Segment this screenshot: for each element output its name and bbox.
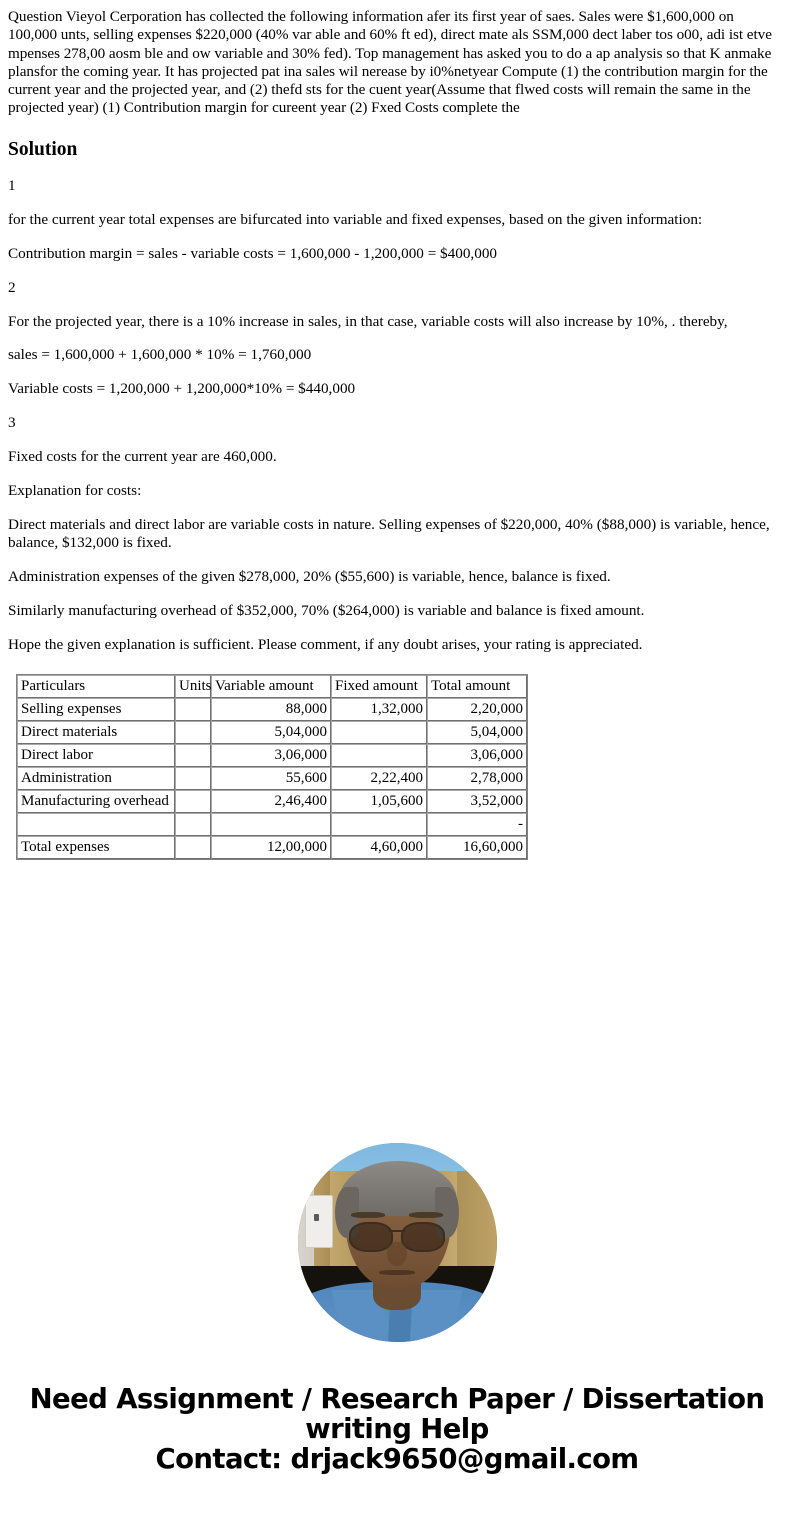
- cell-total: 3,52,000: [427, 790, 527, 813]
- cell-fixed: [331, 744, 427, 767]
- promo-footer: [8, 1384, 786, 1498]
- promo-line-2: writing Help: [305, 1412, 489, 1445]
- step-number-3: 3: [8, 413, 16, 431]
- expense-breakdown-table: [16, 674, 528, 860]
- photo-eyebrow-right: [409, 1212, 443, 1218]
- cell-particulars: Direct labor: [17, 744, 175, 767]
- header-particulars: Particulars: [17, 675, 175, 698]
- cell-fixed: 1,05,600: [331, 790, 427, 813]
- spacer: [8, 195, 786, 211]
- header-units: Units: [175, 675, 211, 698]
- cell-units: [175, 744, 211, 767]
- table-row: [17, 767, 527, 790]
- cell-total: -: [427, 813, 527, 836]
- table-header-row: [17, 675, 527, 698]
- avatar-container: [8, 1143, 786, 1342]
- direct-costs-explanation: Direct materials and direct labor are variable costs in nature. Selling expenses of $220,000, 40% ($88,000) is variable, hence, balance, $132,000 is fixed.: [8, 515, 770, 551]
- spacer: [8, 229, 786, 245]
- avatar: [298, 1143, 497, 1342]
- spacer: [8, 161, 786, 177]
- cell-total: 2,20,000: [427, 698, 527, 721]
- cell-variable: 2,46,400: [211, 790, 331, 813]
- projected-year-note: For the projected year, there is a 10% increase in sales, in that case, variable costs will also increase by 10%, . thereby,: [8, 312, 728, 330]
- cell-fixed: [331, 721, 427, 744]
- cell-total: 3,06,000: [427, 744, 527, 767]
- cell-particulars: Total expenses: [17, 836, 175, 859]
- spacer: [8, 432, 786, 448]
- promo-contact-email: Contact: drjack9650@gmail.com: [155, 1442, 639, 1475]
- cell-particulars: Selling expenses: [17, 698, 175, 721]
- manufacturing-overhead-explanation: Similarly manufacturing overhead of $352,000, 70% ($264,000) is variable and balance is fixed amount.: [8, 601, 645, 619]
- cell-particulars: Direct materials: [17, 721, 175, 744]
- cell-total: 2,78,000: [427, 767, 527, 790]
- fixed-costs-statement: Fixed costs for the current year are 460,000.: [8, 447, 277, 465]
- cell-total: 5,04,000: [427, 721, 527, 744]
- cell-units: [175, 836, 211, 859]
- table-row: [17, 721, 527, 744]
- cell-fixed: [331, 813, 427, 836]
- spacer: [8, 552, 786, 568]
- solution-heading: Solution: [8, 138, 78, 160]
- question-paragraph: Question Vieyol Cerporation has collected the following information afer its first year of saes. Sales were $1,600,000 on 100,000 unts, selling expenses $220,000 (40% var able and 60% ft ed), direct mate als SSM,000 dect laber tos o00, adi ist etve mpenses 278,00 aosm ble and ow variable and 30% fed). Top management has asked you to do a ap analysis so that K anmake plansfor the coming year. It has projected pat ina sales wil nerease by i0%netyear Compute (1) the contribution margin for the current year and the projected year, and (2) thefd sts for the cuent year(Assume that flwed costs will remain the same in the projected year) (1) Contribution margin for cureent year (2) Fxed Costs complete the: [8, 8, 772, 117]
- contribution-margin-current: Contribution margin = sales - variable costs = 1,600,000 - 1,200,000 = $400,000: [8, 244, 498, 262]
- table-row: [17, 744, 527, 767]
- spacer: [8, 620, 786, 636]
- cell-units: [175, 721, 211, 744]
- cell-units: [175, 813, 211, 836]
- table-row: [17, 790, 527, 813]
- header-total-amount: Total amount: [427, 675, 527, 698]
- photo-eyeglass-right: [401, 1222, 445, 1252]
- photo-wall-switch: [305, 1195, 333, 1249]
- spacer: [8, 331, 786, 346]
- cell-particulars: Manufacturing overhead: [17, 790, 175, 813]
- cell-variable: 5,04,000: [211, 721, 331, 744]
- explanation-label: Explanation for costs:: [8, 481, 142, 499]
- cell-total: 16,60,000: [427, 836, 527, 859]
- table-row: [17, 698, 527, 721]
- spacer: [8, 263, 786, 279]
- cell-particulars: [17, 813, 175, 836]
- projected-variable-costs-calc: Variable costs = 1,200,000 + 1,200,000*10% = $440,000: [8, 379, 356, 397]
- cell-units: [175, 790, 211, 813]
- cell-variable: 12,00,000: [211, 836, 331, 859]
- step1-explanation: for the current year total expenses are bifurcated into variable and fixed expenses, based on the given information:: [8, 210, 703, 228]
- promo-line-1: Need Assignment / Research Paper / Dissertation: [29, 1382, 765, 1415]
- cell-variable: [211, 813, 331, 836]
- spacer: [8, 297, 786, 313]
- table-row: [17, 813, 527, 836]
- spacer: [8, 586, 786, 602]
- spacer: [8, 466, 786, 482]
- cell-fixed: 1,32,000: [331, 698, 427, 721]
- header-fixed-amount: Fixed amount: [331, 675, 427, 698]
- administration-explanation: Administration expenses of the given $278,000, 20% ($55,600) is variable, hence, balance is fixed.: [8, 567, 611, 585]
- photo-eyeglass-bridge: [389, 1230, 405, 1232]
- projected-sales-calc: sales = 1,600,000 + 1,600,000 * 10% = 1,760,000: [8, 345, 312, 363]
- header-variable-amount: Variable amount: [211, 675, 331, 698]
- step-number-1: 1: [8, 176, 16, 194]
- cell-fixed: 4,60,000: [331, 836, 427, 859]
- cell-fixed: 2,22,400: [331, 767, 427, 790]
- step-number-2: 2: [8, 278, 16, 296]
- closing-note: Hope the given explanation is sufficient. Please comment, if any doubt arises, your rating is appreciated.: [8, 635, 643, 653]
- cell-variable: 55,600: [211, 767, 331, 790]
- cell-variable: 88,000: [211, 698, 331, 721]
- spacer: [8, 364, 786, 380]
- spacer: [8, 500, 786, 516]
- spacer: [8, 398, 786, 414]
- table-row: [17, 836, 527, 859]
- cell-units: [175, 698, 211, 721]
- cell-variable: 3,06,000: [211, 744, 331, 767]
- cell-particulars: Administration: [17, 767, 175, 790]
- photo-mouth: [379, 1270, 415, 1275]
- photo-nose: [387, 1242, 407, 1266]
- cell-units: [175, 767, 211, 790]
